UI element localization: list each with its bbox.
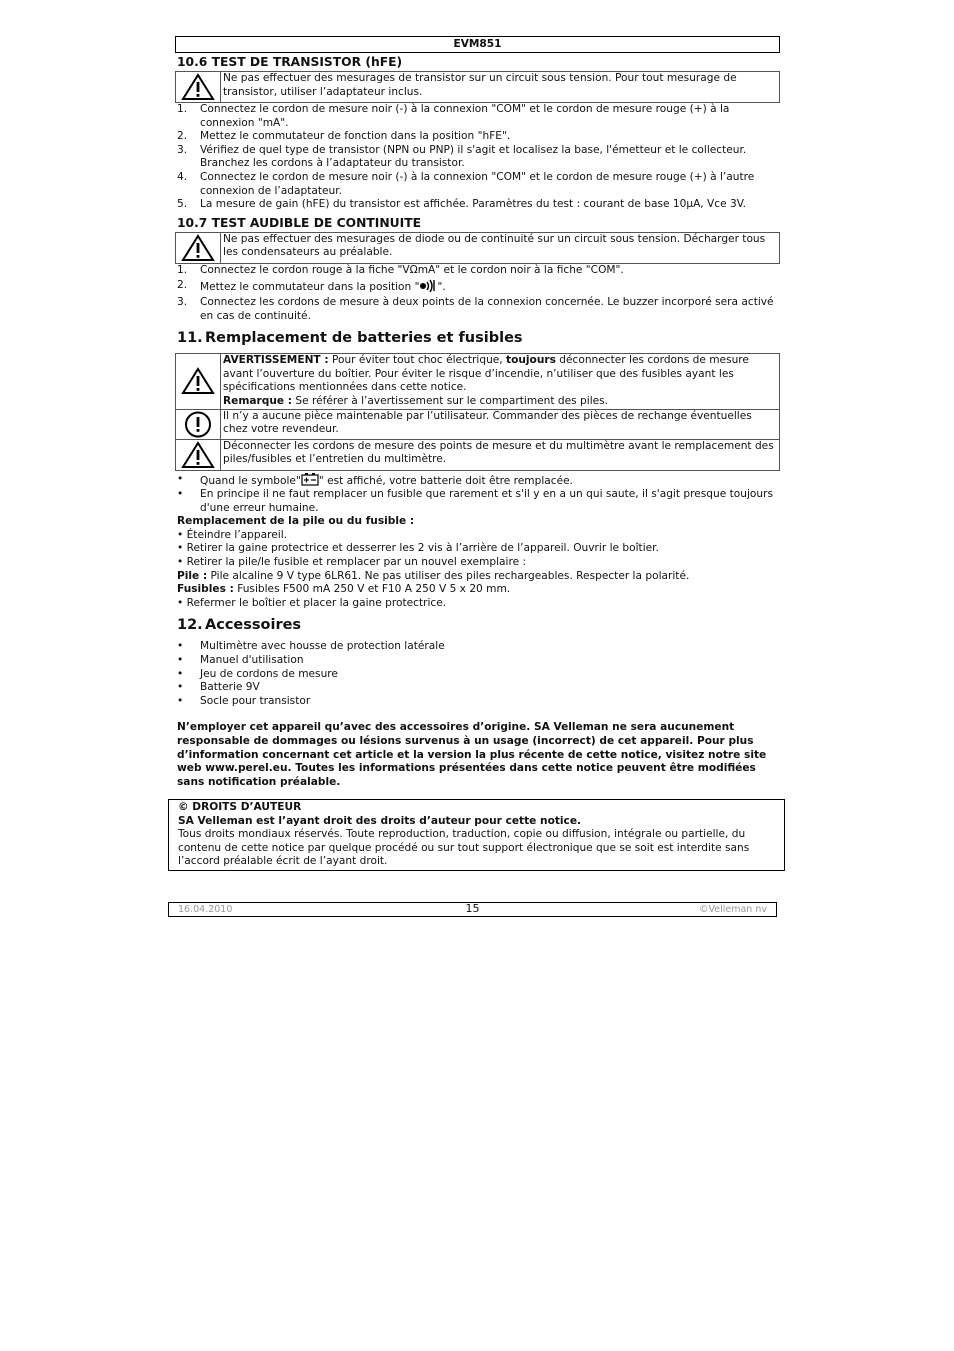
caution-circle-icon bbox=[183, 411, 213, 438]
list-item: 4. Connectez le cordon de mesure noir (-) à la connexion "COM" et le cordon de mesure rouge (+) à l’autre connexion de l’adaptateur. bbox=[177, 170, 755, 197]
warning-text: Il n’y a aucune pièce maintenable par l’utilisateur. Commander des pièces de rechange éventuelles chez votre revendeur. bbox=[221, 409, 780, 439]
warning-triangle-icon bbox=[181, 441, 215, 469]
subheading: Remplacement de la pile ou du fusible : bbox=[177, 515, 415, 528]
list-item: 3. Connectez les cordons de mesure à deux points de la connexion concernée. Le buzzer incorporé sera activé en cas de continuité. bbox=[177, 295, 774, 322]
section-10-6-title: 10.6 TEST DE TRANSISTOR (hFE) bbox=[177, 55, 403, 69]
continuity-steps bbox=[175, 264, 780, 323]
copyright-title: © DROITS D’AUTEUR bbox=[178, 801, 302, 813]
list-item: 1. Connectez le cordon de mesure noir (-) à la connexion "COM" et le cordon de mesure rouge (+) à la connexion "mA". bbox=[177, 103, 730, 129]
list-item: 3. Vérifiez de quel type de transistor (NPN ou PNP) il s'agit et localisez la base, l'émetteur et le collecteur. Branchez les cordons à l’adaptateur du transistor. bbox=[177, 143, 747, 170]
warning-text: Ne pas effectuer des mesurages de diode ou de continuité sur un circuit sous tension. Décharger tous les condensateurs au préalable. bbox=[221, 232, 780, 263]
warning-text: Déconnecter les cordons de mesure des points de mesure et du multimètre avant le remplacement des piles/fusibles et l’entretien du multimètre. bbox=[221, 439, 780, 470]
section-12-title: 12. Accessoires bbox=[177, 617, 302, 634]
page-footer bbox=[168, 902, 777, 917]
page-number: 15 bbox=[465, 902, 480, 915]
warning-text: AVERTISSEMENT : Pour éviter tout choc électrique, toujours déconnecter les cordons de mesure avant l’ouverture du boîtier. Pour éviter le risque d’incendie, n’utiliser que des fusibles ayant les spécifications mentionnées dans cette notice. Remarque : Se référer à l’avertissement sur le compartiment des piles. bbox=[221, 354, 780, 409]
warning-box-transistor bbox=[175, 71, 780, 103]
list-item: 1. Connectez le cordon rouge à la fiche "VΩmA" et le cordon noir à la fiche "COM". bbox=[177, 263, 624, 276]
warning-text: Ne pas effectuer des mesurages de transistor sur un circuit sous tension. Pour tout mesurage de transistor, utiliser l’adaptateur inclus. bbox=[221, 72, 780, 103]
list-item: • Quand le symbole" " est affiché, votre batterie doit être remplacée. bbox=[175, 473, 780, 489]
fuse-spec: Fusibles : Fusibles F500 mA 250 V et F10 A 250 V 5 x 20 mm. bbox=[177, 583, 511, 596]
warning-box-battery bbox=[175, 353, 780, 470]
list-item: 2. Mettez le commutateur dans la position " ". bbox=[177, 279, 446, 294]
battery-spec: Pile : Pile alcaline 9 V type 6LR61. Ne pas utiliser des piles rechargeables. Respecter la polarité. bbox=[177, 569, 690, 582]
battery-notes bbox=[175, 473, 780, 516]
list-item: • Retirer la gaine protectrice et desserrer les 2 vis à l’arrière de l’appareil. Ouvrir le boîtier. bbox=[177, 542, 659, 555]
list-item: • Retirer la pile/le fusible et remplacer par un nouvel exemplaire : bbox=[177, 556, 527, 569]
list-item: • Éteindre l’appareil. bbox=[177, 528, 288, 541]
copyright-body: Tous droits mondiaux réservés. Toute reproduction, traduction, copie ou diffusion, intégrale ou partielle, du contenu de cette notice par quelque procédé ou sur tout support électronique que se soit est interdite sans l’accord préalable écrit de l’ayant droit. bbox=[178, 828, 750, 868]
model-header: EVM851 bbox=[175, 36, 780, 53]
battery-icon bbox=[301, 473, 319, 486]
list-item: • Batterie 9V bbox=[175, 681, 780, 695]
list-item: • Socle pour transistor bbox=[175, 695, 780, 709]
accessories-list bbox=[175, 640, 780, 708]
list-item: • Refermer le boîtier et placer la gaine protectrice. bbox=[177, 596, 447, 609]
list-item: 2. Mettez le commutateur de fonction dans la position "hFE". bbox=[177, 130, 511, 143]
list-item: • En principe il ne faut remplacer un fusible que rarement et s'il y en a un qui saute, il s'agit presque toujours d'une erreur humaine. bbox=[175, 488, 780, 515]
footer-brand: ©Velleman nv bbox=[699, 904, 767, 915]
warning-triangle-icon bbox=[181, 234, 215, 262]
copyright-owner: SA Velleman est l’ayant droit des droits d’auteur pour cette notice. bbox=[178, 814, 582, 827]
transistor-steps bbox=[175, 103, 780, 212]
warning-box-continuity bbox=[175, 232, 780, 264]
section-10-7-title: 10.7 TEST AUDIBLE DE CONTINUITE bbox=[177, 215, 421, 230]
section-11-title: 11. Remplacement de batteries et fusibles bbox=[177, 330, 523, 347]
list-item: • Multimètre avec housse de protection latérale bbox=[175, 640, 780, 654]
buzzer-icon bbox=[419, 279, 437, 292]
footer-date: 16.04.2010 bbox=[178, 904, 233, 915]
warning-triangle-icon bbox=[181, 367, 215, 395]
accessories-notice: N’employer cet appareil qu’avec des accessoires d’origine. SA Velleman ne sera aucunement responsable de dommages ou lésions survenus à un usage (incorrect) de cet appareil. Pour plus d’information concernant cet article et la version la plus récente de cette notice, visitez notre site web www.perel.eu. Toutes les informations présentées dans cette notice peuvent être modifiées sans notification préalable. bbox=[177, 721, 767, 788]
list-item: 5. La mesure de gain (hFE) du transistor est affichée. Paramètres du test : courant de base 10µA, Vce 3V. bbox=[177, 198, 746, 211]
manual-page bbox=[175, 36, 780, 789]
warning-triangle-icon bbox=[181, 73, 215, 101]
copyright-box bbox=[168, 799, 785, 871]
list-item: • Jeu de cordons de mesure bbox=[175, 668, 780, 682]
list-item: • Manuel d'utilisation bbox=[175, 654, 780, 668]
